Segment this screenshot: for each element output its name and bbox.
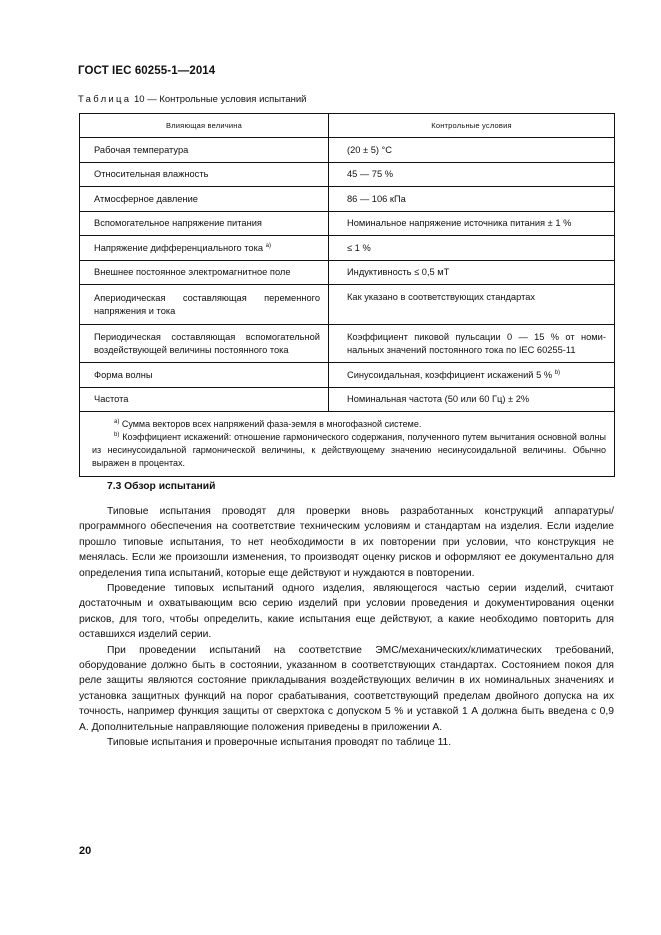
table-caption [78,94,307,105]
page-number: 20 [79,845,92,857]
note-b-mark: b) [114,432,120,438]
paragraph: Типовые испытания проводят для проверки вновь разработанных конструкций аппаратуры/программного обеспечения на соответствие техническим условиям и стандартам на изделия. Если изделие прошло типовые испытания, то нет необходимости в их повторении при условии, что конструкция не менялась. Если же произошли изменения, то производят оценку рисков и оформляют ее документально для определения типа испытаний, которые еще действуют и нуждаются в повторении. [79,506,614,579]
table-notes-row [80,412,615,477]
table-row [80,363,615,388]
table-row [80,285,615,325]
cell-quantity: Внешнее постоянное электромагнитное поле [80,260,329,285]
cell-condition: (20 ± 5) °С [329,138,615,163]
cell-quantity: Периодическая составляющая вспомогательной воздействующей величины постоянного тока [80,325,329,363]
footnote-ref-b: b) [554,369,561,376]
cell-condition-text: Синусоидальная, коэффициент искажений 5 % [347,369,553,380]
cell-quantity: Форма волны [80,363,329,388]
table-notes [80,412,615,477]
cell-quantity: Атмосферное давление [80,187,329,212]
cell-condition: Как указано в соответствующих стандартах [329,285,615,325]
table-caption-title: 10 — Контрольные условия испытаний [131,94,307,105]
note-a-text: Сумма векторов всех напряжений фаза-земля в многофазной системе. [119,419,422,429]
cell-quantity: Частота [80,387,329,412]
cell-quantity-text: Напряжение дифференциального тока [94,242,264,253]
note-b [92,431,606,470]
table-row [80,325,615,363]
cell-quantity [80,236,329,261]
cell-quantity: Апериодическая составляющая переменного напряжения и тока [80,285,329,325]
cell-condition: Индуктивность ≤ 0,5 мТ [329,260,615,285]
paragraph: Типовые испытания и проверочные испытания проводят по таблице 11. [107,737,452,749]
note-b-text: Коэффициент искажений: отношение гармонического содержания, полученного путем вычитания основной волны из несинусоидальной гармонической величины, к действующему значению несинусоидальной величины. Обычно выражен в процентах. [92,432,606,468]
table-header-row [80,114,615,138]
table-row [80,260,615,285]
paragraph: При проведении испытаний на соответствие ЭМС/механических/климатических требований, оборудование должно быть в состоянии, указанном в соответствующих стандартах. Состоянием покоя для реле защиты являются состояние прикладывания воздействующих величин в их номинальных значениях и установка защитных функций на порог срабатывания, соответствующий пределам двойного допуска на их точность, например функция защиты от сверхтока с допуском 5 % и уставкой 1 А должна быть введена с 0,9 А. Дополнительные направляющие положения приведены в приложении А. [79,644,614,733]
table-row [80,236,615,261]
document-header: ГОСТ IEC 60255-1—2014 [78,65,216,77]
column-header-quantity: Влияющая величина [80,114,329,138]
cell-condition: 45 — 75 % [329,162,615,187]
cell-condition: Номинальная частота (50 или 60 Гц) ± 2% [329,387,615,412]
cell-quantity: Рабочая температура [80,138,329,163]
cell-condition: Номинальное напряжение источника питания ± 1 % [329,211,615,236]
footnote-ref-a: а) [265,242,271,249]
table-caption-prefix: Таблица [78,94,132,105]
cell-condition [329,363,615,388]
note-a-mark: а) [114,419,120,425]
table-row [80,387,615,412]
table-row [80,138,615,163]
cell-quantity: Относительная влажность [80,162,329,187]
test-conditions-table [79,113,615,477]
cell-condition: ≤ 1 % [329,236,615,261]
cell-condition: 86 — 106 кПа [329,187,615,212]
column-header-condition: Контрольные условия [329,114,615,138]
section-test-overview [79,481,614,751]
table-row [80,162,615,187]
section-title: 7.3 Обзор испытаний [107,481,216,492]
table-row [80,187,615,212]
note-a [92,418,606,431]
table-row [80,211,615,236]
paragraph: Проведение типовых испытаний одного изделия, являющегося частью серии изделий, считают достаточным и охватывающим всю серию изделий при условии проведения и документирования оценки рисков, для того, чтобы определить, какие испытания еще действуют, а какие необходимо повторить для оставшихся изделий серии. [79,583,614,641]
cell-condition: Коэффициент пиковой пульсации 0 — 15 % от номинальных значений постоянного тока по IEC 60255-11 [329,325,615,363]
cell-quantity: Вспомогательное напряжение питания [80,211,329,236]
